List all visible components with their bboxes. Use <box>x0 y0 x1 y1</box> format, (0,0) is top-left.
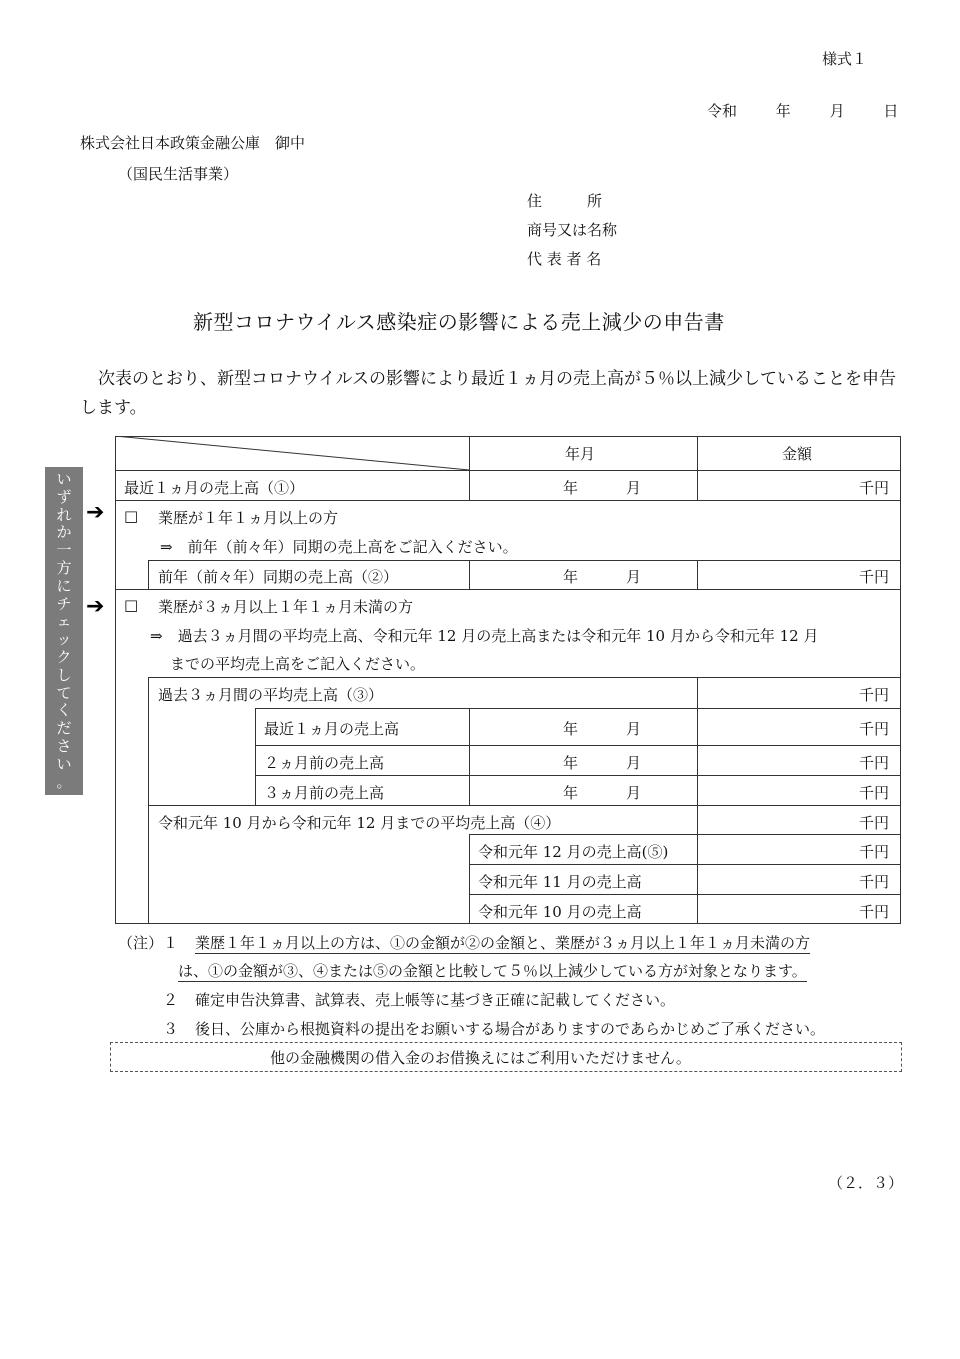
month-unit: 月 <box>626 754 642 772</box>
sidebar-char: れ <box>56 505 72 524</box>
addressee-division: （国民生活事業） <box>118 165 239 183</box>
header-diagonal <box>115 436 470 471</box>
note-2-text: 確定申告決算書、試算表、売上帳等に基づき正確に記載してください。 <box>195 991 676 1009</box>
sidebar-char: 方 <box>56 558 72 577</box>
avg-reiwa-amount-field[interactable]: 千円 <box>859 814 890 832</box>
date-era: 令和 <box>707 102 738 120</box>
notes-label: （注） <box>118 934 164 952</box>
avg-3month-label: 過去３ヵ月間の平均売上高（③） <box>158 686 384 704</box>
sidebar-char: さ <box>56 736 72 755</box>
month-unit: 月 <box>626 479 642 497</box>
year-unit: 年 <box>563 479 579 497</box>
sidebar-char: だ <box>56 719 72 738</box>
sub-row-label: ３ヵ月前の売上高 <box>264 784 385 802</box>
month-unit: 月 <box>626 568 642 586</box>
year-unit: 年 <box>563 720 579 738</box>
sub-row-amount-field[interactable]: 千円 <box>859 784 890 802</box>
reiwa-row-label: 令和元年 12 月の売上高(⑤) <box>478 843 669 861</box>
applicant-trade-name-label: 商号又は名称 <box>527 221 618 239</box>
date-month: 月 <box>829 102 845 120</box>
month-unit: 月 <box>626 720 642 738</box>
option-b-label: 業歴が３ヵ月以上１年１ヵ月未満の方 <box>158 598 414 616</box>
note-number: ２ <box>163 991 179 1009</box>
sidebar-char: く <box>56 701 72 720</box>
prior-year-sales-label: 前年（前々年）同期の売上高（②） <box>158 568 399 586</box>
sidebar-char: に <box>56 576 72 595</box>
note-1-line-2: は、①の金額が③、④または⑤の金額と比較して５％以上減少している方が対象となります。 <box>178 962 807 980</box>
sidebar-char: ェ <box>56 612 72 631</box>
applicant-address-label: 住 所 <box>527 192 603 210</box>
date-day: 日 <box>883 102 899 120</box>
recent-month-sales-label: 最近１ヵ月の売上高（①） <box>124 479 305 497</box>
avg-reiwa-label: 令和元年 10 月から令和元年 12 月までの平均売上高（④） <box>158 814 561 832</box>
sidebar-char: い <box>56 754 72 773</box>
sidebar-char: い <box>56 470 72 488</box>
arrow-right-icon: ➔ <box>86 500 105 525</box>
prior-year-amount-field[interactable]: 千円 <box>859 568 890 586</box>
option-a-label: 業歴が１年１ヵ月以上の方 <box>158 509 339 527</box>
year-unit: 年 <box>563 784 579 802</box>
sub-row-year-field[interactable] <box>563 752 641 773</box>
header-year-month: 年月 <box>565 445 596 463</box>
avg-3month-amount-field[interactable]: 千円 <box>859 686 890 704</box>
recent-month-year-field[interactable] <box>563 477 641 498</box>
header-amount: 金額 <box>782 445 813 463</box>
reiwa-row-label: 令和元年 11 月の売上高 <box>478 873 642 891</box>
note-number: １ <box>163 934 179 952</box>
refinance-notice: 他の金融機関の借入金のお借換えにはご利用いただけません。 <box>270 1049 691 1067</box>
recent-month-amount-field[interactable]: 千円 <box>859 479 890 497</box>
sub-row-label: 最近１ヵ月の売上高 <box>264 720 400 738</box>
sidebar-char: ク <box>56 647 72 666</box>
option-a-checkbox[interactable]: □ <box>124 507 139 525</box>
form-id: 様式１ <box>822 50 868 68</box>
reiwa-row-label: 令和元年 10 月の売上高 <box>478 903 642 921</box>
option-b-instruction-2: までの平均売上高をご記入ください。 <box>170 655 426 673</box>
footer-version: （２．３） <box>828 1174 904 1192</box>
check-instruction-sidebar <box>45 467 83 795</box>
option-b-instruction-1: ⇒ 過去３ヵ月間の平均売上高、令和元年 12 月の売上高または令和元年 10 月から令和元年 12 月 <box>150 627 819 645</box>
month-unit: 月 <box>626 784 642 802</box>
sidebar-char: し <box>56 665 72 684</box>
sidebar-char: ず <box>56 487 72 506</box>
option-a-instruction: ⇒ 前年（前々年）同期の売上高をご記入ください。 <box>160 538 518 556</box>
sub-row-amount-field[interactable]: 千円 <box>859 754 890 772</box>
applicant-representative-label: 代 表 者 名 <box>527 250 602 268</box>
sidebar-char: て <box>56 683 72 702</box>
page-title: 新型コロナウイルス感染症の影響による売上減少の申告書 <box>193 310 725 334</box>
note-number: ３ <box>163 1020 179 1038</box>
reiwa-row-amount-field[interactable]: 千円 <box>859 903 890 921</box>
sidebar-char: か <box>56 523 72 542</box>
sub-row-year-field[interactable] <box>563 718 641 739</box>
sidebar-char: 。 <box>56 772 72 791</box>
note-3-text: 後日、公庫から根拠資料の提出をお願いする場合がありますのであらかじめご了承ください。 <box>195 1020 826 1038</box>
addressee-name: 株式会社日本政策金融公庫 御中 <box>80 134 306 152</box>
reiwa-row-amount-field[interactable]: 千円 <box>859 843 890 861</box>
year-unit: 年 <box>563 568 579 586</box>
sidebar-char: 一 <box>56 541 72 560</box>
date-year: 年 <box>775 102 791 120</box>
prior-year-year-field[interactable] <box>563 566 641 587</box>
option-b-checkbox[interactable]: □ <box>124 596 139 614</box>
date-line <box>707 100 898 121</box>
note-1-line-1: 業歴１年１ヵ月以上の方は、①の金額が②の金額と、業歴が３ヵ月以上１年１ヵ月未満の方 <box>195 934 811 952</box>
intro-paragraph: 次表のとおり、新型コロナウイルスの影響により最近１ヵ月の売上高が５％以上減少していることを申告します。 <box>80 369 896 418</box>
reiwa-row-amount-field[interactable]: 千円 <box>859 873 890 891</box>
sub-row-amount-field[interactable]: 千円 <box>859 720 890 738</box>
sub-row-year-field[interactable] <box>563 782 641 803</box>
sidebar-char: ッ <box>56 630 72 649</box>
sub-row-label: ２ヵ月前の売上高 <box>264 754 385 772</box>
year-unit: 年 <box>563 754 579 772</box>
sidebar-char: チ <box>56 594 72 613</box>
arrow-right-icon: ➔ <box>86 594 105 619</box>
